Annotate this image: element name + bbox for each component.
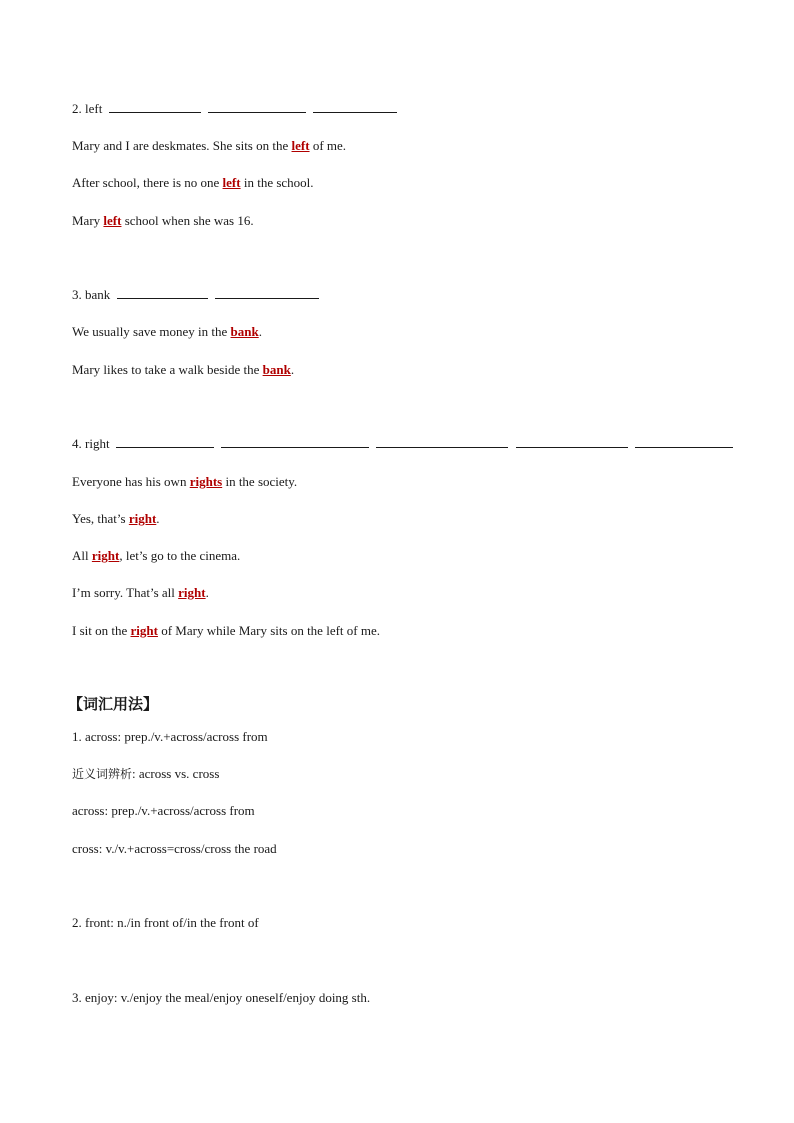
example-sentence [72, 324, 262, 340]
answer-blank[interactable] [313, 101, 397, 113]
example-sentence [72, 213, 254, 229]
sentence-text: . [205, 585, 209, 600]
answer-blank[interactable] [376, 436, 508, 448]
sentence-text: We usually save money in the [72, 324, 231, 339]
example-sentence [72, 585, 209, 601]
answer-blank[interactable] [221, 436, 369, 448]
sentence-text: Everyone has his own [72, 474, 190, 489]
sentence-text: in the society. [222, 474, 298, 489]
vocab-item: 3. enjoy: v./enjoy the meal/enjoy oneself/enjoy doing sth. [72, 990, 371, 1005]
answer-blank[interactable] [208, 101, 306, 113]
keyword: right [91, 548, 120, 563]
item-right-title-row [72, 436, 733, 452]
section-heading: 【词汇用法】 [68, 695, 159, 713]
answer-blank[interactable] [116, 436, 214, 448]
item-left-title: 2. left [72, 101, 103, 116]
answer-blank[interactable] [117, 287, 208, 299]
sentence-text: I sit on the [72, 623, 131, 638]
sentence-text: . [290, 362, 295, 377]
answer-blank[interactable] [516, 436, 628, 448]
sentence-text: . [258, 324, 262, 339]
sentence-text: Mary and I are deskmates. She sits on the [72, 138, 292, 153]
sentence-text: school when she was 16. [121, 213, 254, 228]
sentence-text: in the school. [240, 175, 314, 190]
item-right-title: 4. right [72, 436, 110, 451]
keyword: rights [189, 474, 223, 489]
vocab-item [72, 766, 219, 782]
answer-blank[interactable] [635, 436, 733, 448]
keyword: bank [230, 324, 259, 339]
keyword: left [291, 138, 310, 153]
sentence-text: of me. [309, 138, 347, 153]
item-left-title-row [72, 101, 401, 117]
example-sentence [72, 474, 297, 490]
example-sentence [72, 175, 314, 191]
sentence-text: Mary [72, 213, 104, 228]
keyword: right [130, 623, 158, 638]
sentence-text: I’m sorry. That’s all [72, 585, 179, 600]
sentence-text: All [72, 548, 92, 563]
item-bank-title-row [72, 287, 323, 303]
keyword: left [222, 175, 241, 190]
answer-blank[interactable] [215, 287, 319, 299]
example-sentence [72, 623, 380, 639]
sentence-text: , let’s go to the cinema. [119, 548, 241, 563]
example-sentence [72, 511, 160, 527]
vocab-item: cross: v./v.+across=cross/cross the road [72, 841, 277, 856]
vocab-item: across: prep./v.+across/across from [72, 803, 255, 818]
vocab-item-cn-label: 近义词辨析 [72, 767, 133, 781]
vocab-item: 2. front: n./in front of/in the front of [72, 915, 259, 930]
keyword: left [103, 213, 122, 228]
example-sentence [72, 138, 346, 154]
keyword: right [128, 511, 157, 526]
answer-blank[interactable] [109, 101, 201, 113]
sentence-text: Yes, that’s [72, 511, 129, 526]
sentence-text: Mary likes to take a walk beside the [72, 362, 263, 377]
vocab-item: 1. across: prep./v.+across/across from [72, 729, 268, 744]
sentence-text: After school, there is no one [72, 175, 223, 190]
keyword: bank [262, 362, 291, 377]
example-sentence [72, 548, 240, 564]
sentence-text: . [156, 511, 160, 526]
keyword: right [178, 585, 206, 600]
example-sentence [72, 362, 294, 378]
item-bank-title: 3. bank [72, 287, 111, 302]
sentence-text: of Mary while Mary sits on the left of me. [157, 623, 380, 638]
vocab-item-text: : across vs. cross [132, 766, 220, 781]
